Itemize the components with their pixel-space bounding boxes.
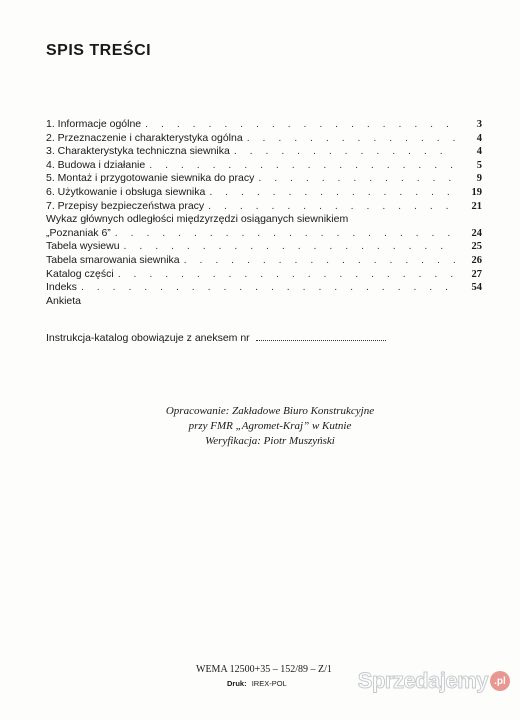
toc-item-page: 3 xyxy=(476,119,482,130)
watermark-text: Sprzedajemy xyxy=(357,668,488,693)
toc-item-page: 24 xyxy=(471,227,482,239)
toc-leader-dots xyxy=(118,268,456,282)
toc-item-label: 7. Przepisy bezpieczeństwa pracy xyxy=(46,199,205,212)
toc-item-label: Tabela smarowania siewnika xyxy=(46,253,180,266)
toc-leader-dots xyxy=(184,254,456,268)
annex-fill-line xyxy=(256,331,386,341)
toc-item-label: 4. Budowa i działanie xyxy=(46,158,146,171)
toc-item-page: 25 xyxy=(471,241,482,253)
toc-item-page: 4 xyxy=(476,146,482,158)
toc-item xyxy=(46,200,482,214)
toc-item-label: Ankieta xyxy=(46,294,82,307)
page-title: SPIS TREŚCI xyxy=(46,42,152,59)
table-of-contents xyxy=(46,118,482,308)
toc-item xyxy=(46,268,482,282)
toc-leader-dots xyxy=(258,172,456,186)
toc-leader-dots xyxy=(208,200,456,214)
annex-note xyxy=(46,331,386,344)
toc-leader-dots xyxy=(149,159,456,173)
toc-item-page: 27 xyxy=(471,268,482,280)
annex-text: Instrukcja-katalog obowiązuje z aneksem nr xyxy=(46,332,250,344)
toc-item xyxy=(46,159,482,173)
toc-item-page: 19 xyxy=(471,186,482,198)
toc-item-label: 3. Charakterystyka techniczna siewnika xyxy=(46,145,230,158)
toc-item xyxy=(46,172,482,186)
toc-item xyxy=(46,145,482,159)
toc-leader-dots xyxy=(209,186,456,200)
toc-item-page: 21 xyxy=(471,200,482,212)
credits-line: przy FMR „Agromet-Kraj” w Kutnie xyxy=(188,420,352,432)
toc-item-label: Indeks xyxy=(46,281,77,294)
toc-item xyxy=(46,227,482,241)
toc-item xyxy=(46,281,482,295)
toc-item-page: 5 xyxy=(476,159,482,171)
toc-item xyxy=(46,240,482,254)
toc-leader-dots xyxy=(115,227,456,241)
toc-item-label: 1. Informacje ogólne xyxy=(46,118,142,130)
credits-line: Weryfikacja: Piotr Muszyński xyxy=(205,435,335,447)
toc-leader-dots xyxy=(247,132,456,146)
toc-leader-dots xyxy=(145,118,456,132)
toc-item xyxy=(46,295,482,309)
watermark-badge: .pl xyxy=(490,671,510,691)
toc-item xyxy=(46,132,482,146)
toc-item-label: 5. Montaż i przygotowanie siewnika do pracy xyxy=(46,172,255,185)
toc-item-page: 26 xyxy=(471,254,482,266)
toc-item xyxy=(46,186,482,200)
credits-line: Opracowanie: Zakładowe Biuro Konstrukcyjne xyxy=(165,405,375,417)
printer-label: Druk: xyxy=(227,679,247,688)
toc-item-label: „Poznaniak 6” xyxy=(46,226,111,239)
toc-item xyxy=(46,213,482,227)
printer-info xyxy=(227,679,287,688)
toc-item-page: 9 xyxy=(476,173,482,185)
toc-item-page: 4 xyxy=(476,132,482,144)
toc-item xyxy=(46,118,482,132)
toc-item-label: Wykaz głównych odległości międzyrzędzi osiąganych siewnikiem xyxy=(46,213,349,226)
toc-leader-dots xyxy=(124,240,456,254)
toc-item-label: Katalog części xyxy=(46,267,114,280)
toc-item xyxy=(46,254,482,268)
toc-item-label: Tabela wysiewu xyxy=(46,240,120,253)
toc-leader-dots xyxy=(234,145,456,159)
toc-item-label: 6. Użytkowanie i obsługa siewnika xyxy=(46,185,206,198)
watermark-logo xyxy=(358,668,510,694)
printer-name: IREX-POL xyxy=(251,679,287,688)
credits-block xyxy=(100,404,440,449)
toc-item-page: 54 xyxy=(471,282,482,294)
toc-item-label: 2. Przeznaczenie i charakterystyka ogólna xyxy=(46,131,243,144)
publication-code: WEMA 12500+35 – 152/89 – Z/1 xyxy=(196,664,332,675)
toc-leader-dots xyxy=(81,281,456,295)
